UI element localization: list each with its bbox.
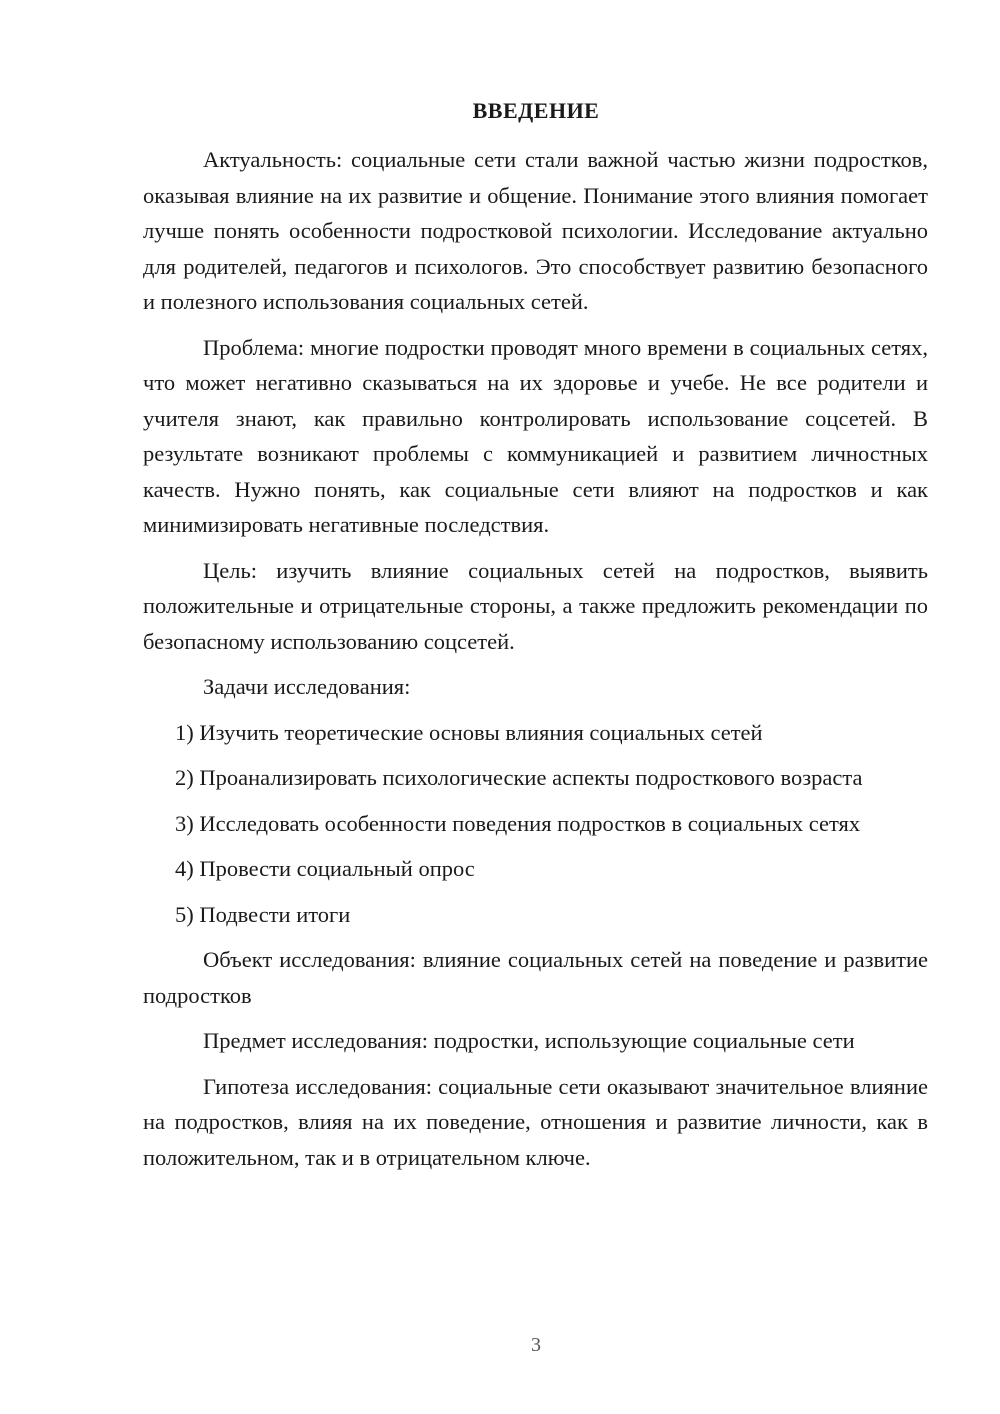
object-paragraph: Объект исследования: влияние социальных сетей на поведение и развитие подростков <box>143 947 928 1008</box>
task-item-4: 4) Провести социальный опрос <box>175 856 475 881</box>
goal-paragraph: Цель: изучить влияние социальных сетей на подростков, выявить положительные и отрицательные стороны, а также предложить рекомендации по безопасному использованию соцсетей. <box>143 557 928 654</box>
task-item-1: 1) Изучить теоретические основы влияния социальных сетей <box>175 719 763 745</box>
problem-paragraph: Проблема: многие подростки проводят много времени в социальных сетях, что может негативно сказываться на их здоровье и учебе. Не все родители и учителя знают, как правильно контролировать использование соцсетей. В результате возникают проблемы с коммуникацией и развитием личностных качеств. Нужно понять, как социальные сети влияют на подростков и как минимизировать негативные последствия. <box>143 334 928 537</box>
relevance-paragraph: Актуальность: социальные сети стали важной частью жизни подростков, оказывая влияние на их развитие и общение. Понимание этого влияния помогает лучше понять особенности подростковой психологии. Исследование актуально для родителей, педагогов и психологов. Это способствует развитию безопасного и полезного использования социальных сетей. <box>143 147 928 314</box>
subject-paragraph: Предмет исследования: подростки, использующие социальные сети <box>203 1028 855 1053</box>
task-item-5: 5) Подвести итоги <box>175 901 351 927</box>
task-item-2: 2) Проанализировать психологические аспекты подросткового возраста <box>175 765 863 790</box>
document-body <box>143 142 928 1185</box>
task-item-3: 3) Исследовать особенности поведения подростков в социальных сетях <box>175 810 861 836</box>
hypothesis-paragraph: Гипотеза исследования: социальные сети оказывают значительное влияние на подростков, влияя на их поведение, отношения и развитие личности, как в положительном, так и в отрицательном ключе. <box>143 1073 928 1170</box>
page-title: ВВЕДЕНИЕ <box>472 98 600 123</box>
page-number: 3 <box>531 1334 541 1356</box>
tasks-heading: Задачи исследования: <box>203 674 411 699</box>
